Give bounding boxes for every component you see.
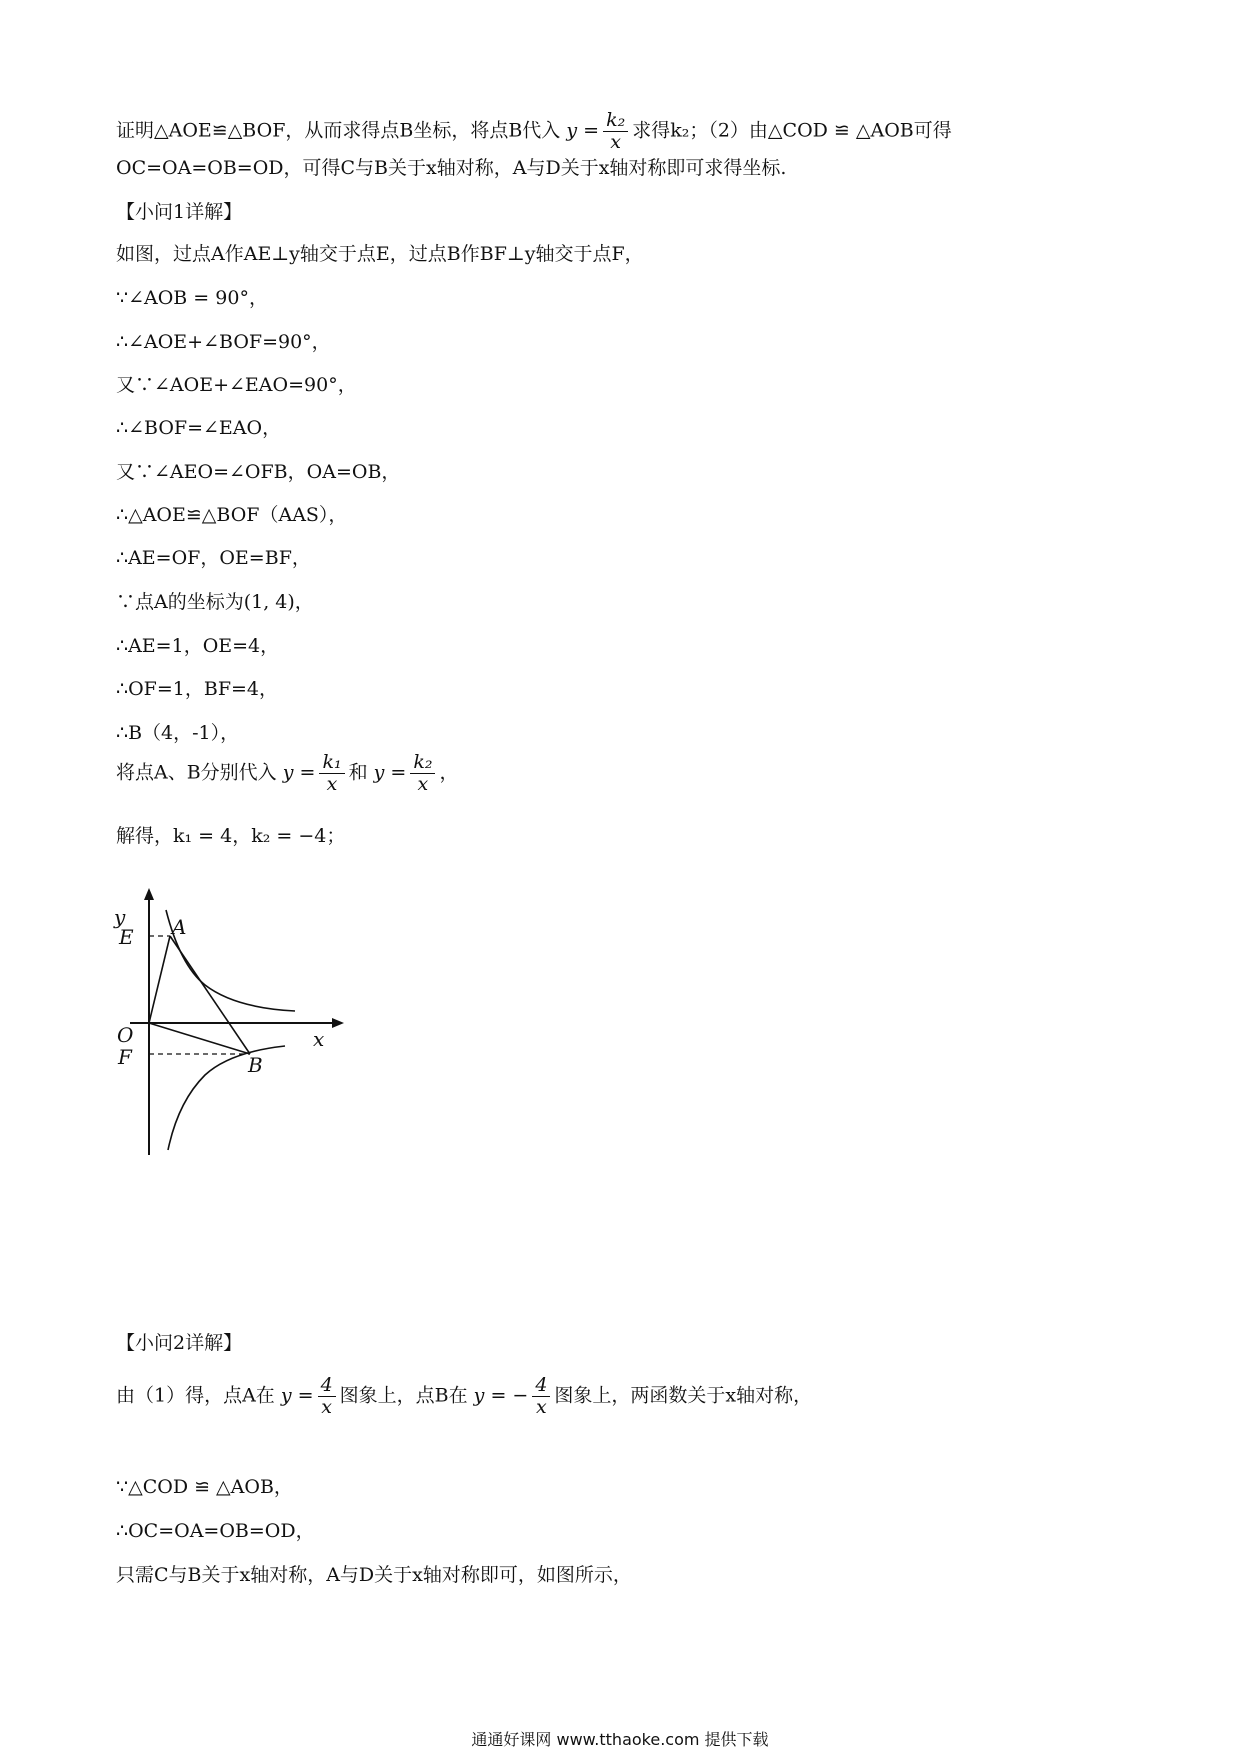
text-line: OC=OA=OB=OD，可得C与B关于x轴对称，A与D关于x轴对称即可求得坐标.: [116, 157, 787, 179]
line-text-mid: 和: [348, 761, 368, 784]
text-line: 如图，过点A作AE⊥y轴交于点E，过点B作BF⊥y轴交于点F，: [116, 243, 644, 265]
coordinate-figure: [110, 880, 370, 1160]
label-b: B: [248, 1053, 263, 1077]
label-o: O: [117, 1023, 134, 1047]
fraction-numerator: k₂: [410, 752, 435, 774]
text-line: 又∵∠AOE+∠EAO=90°，: [116, 374, 357, 396]
ob-segment: [149, 1023, 250, 1054]
x-axis-arrow: [332, 1018, 344, 1028]
label-x: x: [313, 1027, 325, 1051]
fraction: [318, 1375, 336, 1418]
text-line: 又∵∠AEO=∠OFB，OA=OB，: [116, 461, 401, 483]
text-line: ∴B（4，-1），: [116, 722, 240, 744]
text-line: [116, 1375, 812, 1418]
text-line: ∴△AOE≌△BOF（AAS），: [116, 504, 348, 526]
text-line: 解得，k₁ = 4，k₂ = −4；: [116, 825, 346, 847]
text-line: ∴∠BOF=∠EAO，: [116, 417, 282, 439]
equation-lhs: y =: [373, 761, 407, 784]
page-footer: 通通好课网 www.tthaoke.com 提供下载: [471, 1730, 769, 1749]
label-e: E: [119, 925, 134, 949]
label-a: A: [172, 915, 187, 939]
fraction: [319, 752, 344, 795]
fraction: [603, 110, 628, 153]
text-line: [116, 110, 952, 153]
fraction-numerator: k₂: [603, 110, 628, 132]
equation-lhs: y =: [280, 1384, 314, 1407]
line-text: 由（1）得，点A在: [116, 1384, 275, 1407]
oa-segment: [149, 936, 170, 1023]
fraction-denominator: x: [536, 1395, 547, 1418]
text-line: ∵△COD ≌ △AOB，: [116, 1476, 293, 1498]
fraction-denominator: x: [321, 1395, 332, 1418]
label-f: F: [118, 1045, 132, 1069]
fraction: [532, 1375, 550, 1418]
text-line: 只需C与B关于x轴对称，A与D关于x轴对称即可，如图所示，: [116, 1564, 632, 1586]
text-line: [116, 752, 459, 795]
line-text-tail: 图象上，两函数关于x轴对称，: [554, 1384, 813, 1407]
equation-lhs: y =: [282, 761, 316, 784]
text-line: ∴OC=OA=OB=OD，: [116, 1520, 315, 1542]
line-text-mid: 图象上，点B在: [339, 1384, 468, 1407]
section-heading: 【小问1详解】: [116, 201, 243, 223]
line-text: 将点A、B分别代入: [116, 761, 277, 784]
fraction: [410, 752, 435, 795]
line-text-tail: 求得k₂；（2）由△COD ≌ △AOB可得: [632, 119, 952, 142]
text-line: ∴AE=OF，OE=BF，: [116, 547, 311, 569]
section-heading: 【小问2详解】: [116, 1332, 243, 1354]
hyperbola-k2: [168, 1046, 285, 1150]
label-y: y: [114, 905, 126, 929]
fraction-numerator: 4: [532, 1375, 550, 1397]
fraction-denominator: x: [610, 130, 621, 153]
line-text-tail: ，: [439, 761, 459, 784]
equation-lhs: y =: [566, 119, 600, 142]
fraction-numerator: 4: [318, 1375, 336, 1397]
fraction-numerator: k₁: [319, 752, 344, 774]
y-axis-arrow: [144, 888, 154, 900]
text-line: ∴AE=1，OE=4，: [116, 635, 280, 657]
line-text: 证明△AOE≌△BOF，从而求得点B坐标，将点B代入: [116, 119, 561, 142]
equation-lhs: y = −: [473, 1384, 529, 1407]
text-line: ∴OF=1，BF=4，: [116, 678, 279, 700]
text-line: ∵∠AOB = 90°，: [116, 287, 268, 309]
text-line: ∴∠AOE+∠BOF=90°，: [116, 331, 331, 353]
fraction-denominator: x: [326, 772, 338, 795]
fraction-denominator: x: [417, 772, 429, 795]
text-line: ∵点A的坐标为(1, 4)，: [116, 591, 314, 613]
